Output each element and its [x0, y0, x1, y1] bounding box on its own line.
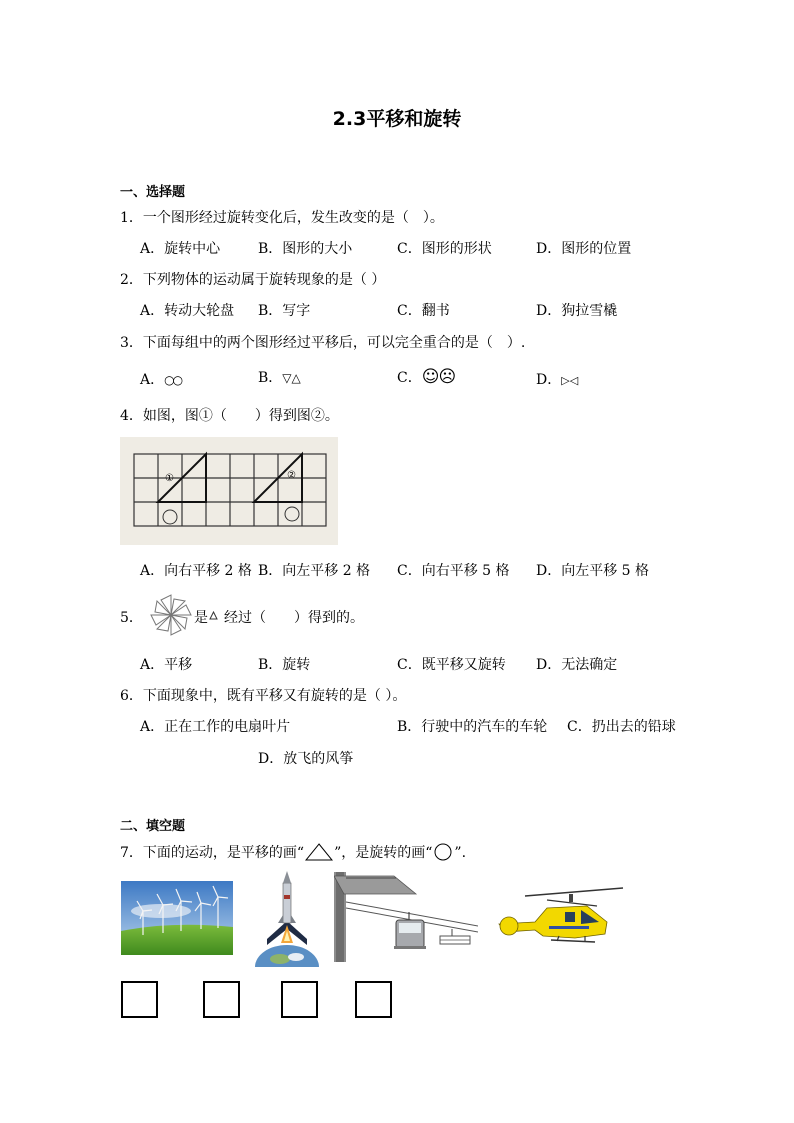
answer-box-2[interactable] — [203, 981, 240, 1018]
page-title: 2.3平移和旋转 — [332, 108, 462, 130]
q5-option-b[interactable]: B．旋转 — [258, 657, 311, 673]
q4-option-b[interactable]: B．向左平移 2 格 — [258, 563, 371, 579]
q2-option-c[interactable]: C．翻书 — [397, 303, 450, 319]
q3-option-d[interactable] — [536, 369, 578, 389]
question-7-text — [120, 842, 466, 862]
question-4-text: 4．如图，图①（ ）得到图②。 — [120, 408, 339, 424]
q3-option-d-label: D． — [536, 372, 562, 388]
answer-box-3[interactable] — [281, 981, 318, 1018]
q4-option-d[interactable]: D．向左平移 5 格 — [536, 563, 650, 579]
cable-car-image — [334, 872, 478, 962]
question-3-text: 3．下面每组中的两个图形经过平移后，可以完全重合的是（ ）. — [120, 335, 526, 351]
q4-option-c[interactable]: C．向右平移 5 格 — [397, 563, 510, 579]
helicopter-image — [495, 886, 625, 952]
question-2-text: 2．下列物体的运动属于旋转现象的是（ ） — [120, 272, 386, 288]
q5-option-a[interactable]: A．平移 — [140, 657, 193, 673]
q4-figure-label-2: ② — [287, 470, 296, 481]
q6-option-d[interactable]: D．放飞的风筝 — [258, 751, 354, 767]
section-heading-fill: 二、填空题 — [120, 819, 186, 834]
rocket-launch-image — [254, 869, 320, 967]
q3-option-a-circles: ○○ — [164, 373, 182, 387]
q1-option-d[interactable]: D．图形的位置 — [536, 241, 632, 257]
q5-option-c[interactable]: C．既平移又旋转 — [397, 657, 506, 673]
q7-text-part2: ”，是旋转的画“ — [334, 845, 433, 861]
question-6-text: 6．下面现象中，既有平移又有旋转的是（ ）。 — [120, 688, 407, 704]
wind-turbines-image — [121, 881, 233, 955]
q6-option-b[interactable]: B．行驶中的汽车的车轮 — [397, 719, 548, 735]
q5-option-d[interactable]: D．无法确定 — [536, 657, 618, 673]
q3-option-c[interactable] — [397, 367, 455, 387]
q1-option-a[interactable]: A．旋转中心 — [140, 241, 221, 257]
q3-option-c-label: C． — [397, 370, 422, 386]
q4-figure-label-1: ① — [165, 473, 174, 484]
q6-option-c[interactable]: C．扔出去的铅球 — [567, 719, 676, 735]
question-5-suffix: 经过（ ）得到的。 — [224, 610, 364, 626]
q3-option-b[interactable] — [258, 367, 301, 387]
q7-text-part1: 7．下面的运动，是平移的画“ — [120, 845, 305, 861]
q4-figure-labels — [120, 437, 338, 545]
q5-small-triangle-icon — [209, 611, 218, 620]
q3-option-b-label: B． — [258, 370, 283, 386]
q2-option-a[interactable]: A．转动大轮盘 — [140, 303, 235, 319]
answer-box-1[interactable] — [121, 981, 158, 1018]
q7-triangle-symbol — [304, 843, 334, 861]
q7-circle-symbol — [432, 843, 454, 861]
q1-option-b[interactable]: B．图形的大小 — [258, 241, 353, 257]
q7-text-part3: ”. — [454, 845, 467, 861]
q3-option-d-triangles: ▷◁ — [561, 374, 579, 387]
section-heading-choice: 一、选择题 — [120, 185, 186, 200]
q3-option-b-triangles: ▽△ — [282, 371, 301, 385]
question-1-text: 1．一个图形经过旋转变化后，发生改变的是（ ）。 — [120, 210, 444, 226]
q2-option-d[interactable]: D．狗拉雪橇 — [536, 303, 618, 319]
answer-box-4[interactable] — [355, 981, 392, 1018]
q2-option-b[interactable]: B．写字 — [258, 303, 311, 319]
q3-option-a-label: A． — [140, 372, 165, 388]
q3-option-c-faces: ☺☹ — [421, 367, 456, 387]
q3-option-a[interactable] — [140, 369, 181, 389]
q4-option-a[interactable]: A．向右平移 2 格 — [140, 563, 252, 579]
question-5-mid: 是 — [194, 610, 208, 626]
question-5-prefix: 5． — [120, 610, 143, 626]
q6-option-a[interactable]: A．正在工作的电扇叶片 — [140, 719, 291, 735]
q1-option-c[interactable]: C．图形的形状 — [397, 241, 492, 257]
q5-pinwheel-figure — [148, 593, 194, 637]
